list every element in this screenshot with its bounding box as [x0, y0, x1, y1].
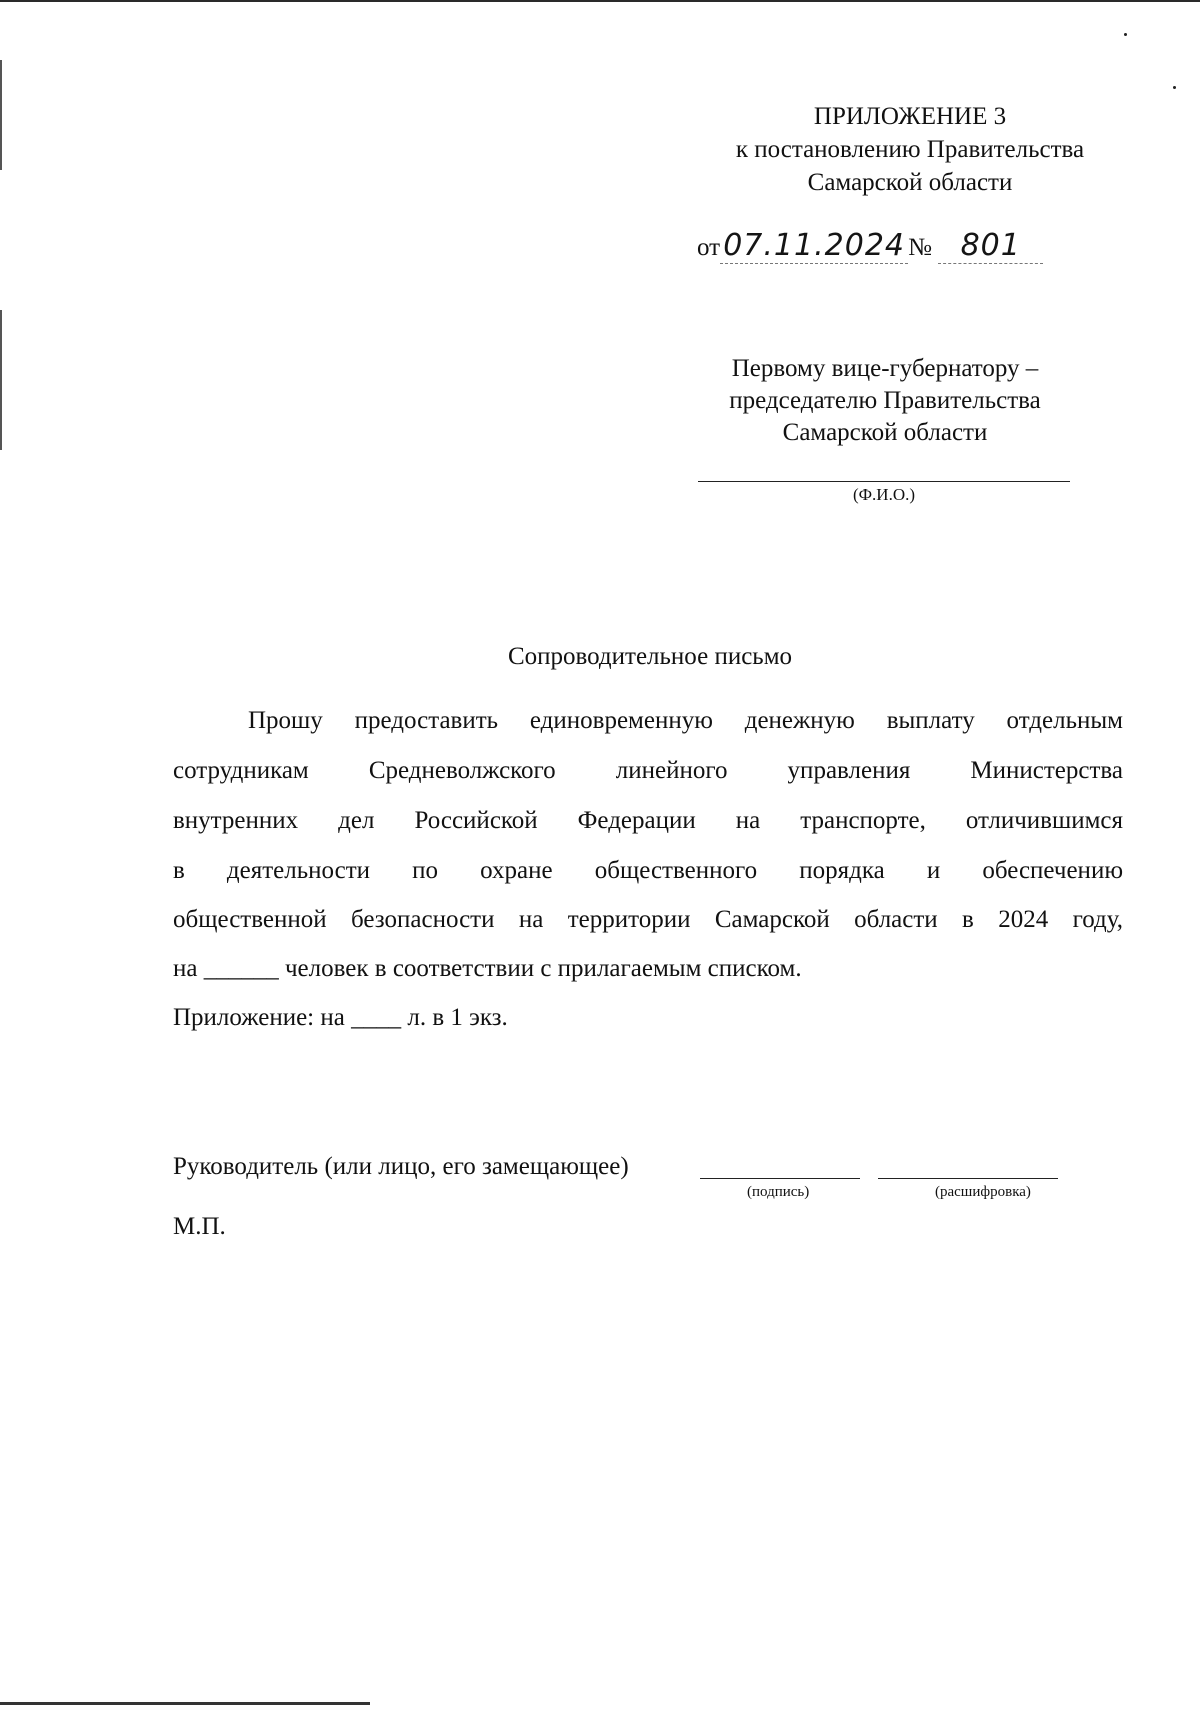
attachment-line: Приложение: на ____ л. в 1 экз. — [173, 1004, 508, 1031]
scan-speck — [1173, 86, 1176, 89]
stamp-place: М.П. — [173, 1213, 226, 1240]
appendix-line: к постановлению Правительства — [735, 136, 1085, 163]
scan-edge-left — [0, 60, 2, 170]
scan-edge-top — [0, 0, 1200, 2]
decree-number: 801 — [938, 228, 1043, 264]
fio-blank-line — [698, 481, 1070, 482]
body-line: в деятельности по охране общественного порядка и обеспечению — [173, 857, 1123, 884]
decree-reference — [697, 228, 1137, 264]
signature-caption: (подпись) — [747, 1184, 810, 1200]
addressee-line: Первому вице-губернатору – — [731, 355, 1039, 382]
decode-caption: (расшифровка) — [935, 1184, 1031, 1200]
document-title: Сопроводительное письмо — [507, 643, 793, 670]
scan-edge-left — [0, 310, 2, 450]
appendix-header — [690, 100, 1130, 199]
decree-number-label: № — [908, 234, 932, 261]
scan-speck — [1124, 33, 1127, 36]
body-line: общественной безопасности на территории Самарской области в 2024 году, — [173, 906, 1123, 933]
body-line: сотрудникам Средневолжского линейного управления Министерства — [173, 757, 1123, 784]
body-line: Прошу предоставить единовременную денежную выплату отдельным — [248, 707, 1123, 734]
addressee-line: председателю Правительства — [729, 387, 1041, 414]
scan-edge-bottom — [0, 1702, 370, 1705]
body-line: на ______ человек в соответствии с прилагаемым списком. — [173, 955, 802, 982]
decode-blank-line — [878, 1178, 1058, 1179]
appendix-line: Самарской области — [807, 169, 1013, 196]
decree-date: 07.11.2024 — [720, 228, 908, 264]
signature-label: Руководитель (или лицо, его замещающее) — [173, 1153, 629, 1180]
appendix-title: ПРИЛОЖЕНИЕ 3 — [813, 103, 1007, 130]
signature-blank-line — [700, 1178, 860, 1179]
fio-caption: (Ф.И.О.) — [852, 485, 916, 504]
body-line: внутренних дел Российской Федерации на транспорте, отличившимся — [173, 807, 1123, 834]
addressee-block — [700, 353, 1070, 449]
addressee-line: Самарской области — [782, 419, 988, 446]
decree-date-prefix: от — [697, 234, 721, 261]
